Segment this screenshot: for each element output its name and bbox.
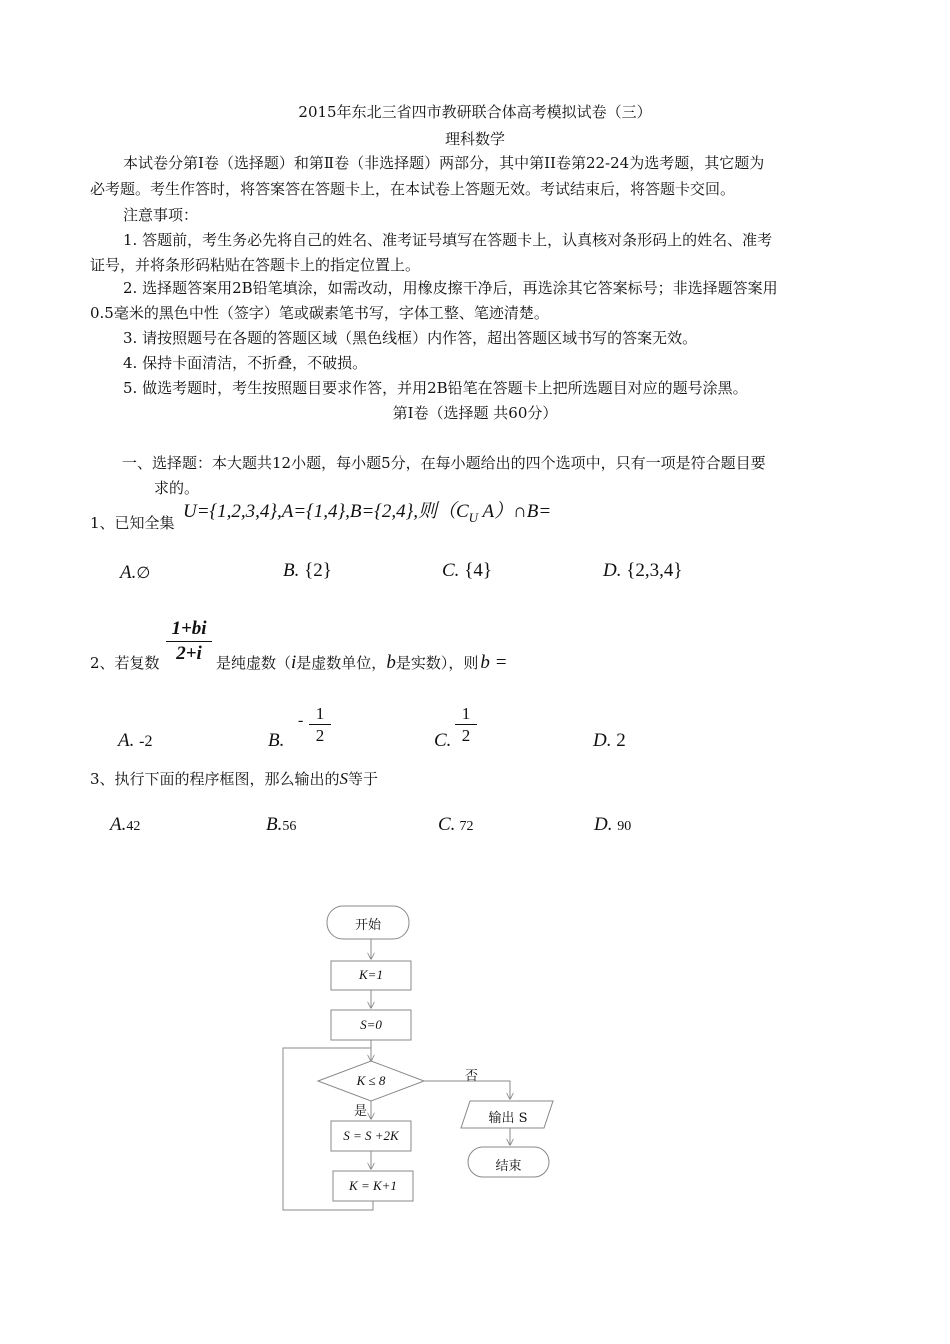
- q3-option-d: D. 90: [594, 814, 632, 835]
- q3-stem: 3、执行下面的程序框图，那么输出的S等于: [90, 769, 379, 788]
- frac-numerator: 1: [461, 704, 471, 723]
- q2-text: 是纯虚数（i是虚数单位，b是实数），则 b =: [216, 652, 508, 673]
- intro-line-2: 必考题。考生作答时，将答案答在答题卡上，在本试卷上答题无效。考试结束后，将答题卡交回。: [90, 180, 736, 198]
- flow-output-label: 输出 S: [488, 1111, 528, 1126]
- q1-option-a: A.∅: [120, 562, 151, 583]
- q1-prefix: 1、已知全集: [90, 514, 175, 532]
- q2-option-c-label: C.: [434, 730, 452, 751]
- q3-option-c: C. 72: [438, 814, 474, 835]
- section-title: 第Ⅰ卷（选择题 共60分）: [392, 404, 558, 422]
- q3-option-b: B.56: [266, 814, 297, 835]
- flow-no-label: 否: [465, 1069, 479, 1084]
- intro-line-1: 本试卷分第Ⅰ卷（选择题）和第Ⅱ卷（非选择题）两部分，其中第II卷第22-24为选考题，其它题为: [123, 154, 765, 172]
- frac-numerator: 1: [315, 704, 325, 723]
- flow-end-label: 结束: [495, 1159, 522, 1174]
- q1-option-d: D. {2,3,4}: [603, 560, 683, 581]
- note-item: 3. 请按照题号在各题的答题区域（黑色线框）内作答，超出答题区域书写的答案无效。: [123, 329, 698, 347]
- note-item: 2. 选择题答案用2B铅笔填涂，如需改动，用橡皮擦干净后，再选涂其它答案标号；非选择题答案用: [123, 279, 778, 297]
- note-item: 5. 做选考题时，考生按照题目要求作答，并用2B铅笔在答题卡上把所选题目对应的题号涂黑。: [123, 379, 748, 397]
- flow-init-s-label: S=0: [360, 1017, 382, 1032]
- note-item: 证号，并将条形码粘贴在答题卡上的指定位置上。: [90, 256, 421, 274]
- frac-denominator: 2: [309, 724, 331, 746]
- note-item: 0.5毫米的黑色中性（签字）笔或碳素笔书写，字体工整、笔迹清楚。: [90, 304, 549, 322]
- flow-condition-label: K ≤ 8: [356, 1073, 386, 1088]
- notes-heading: 注意事项：: [123, 206, 199, 224]
- q2-prefix: 2、若复数: [90, 654, 160, 672]
- q2-option-d: D. 2: [593, 730, 626, 751]
- q3-option-a: A.42: [110, 814, 141, 835]
- q1-option-b: B. {2}: [283, 560, 332, 581]
- paper-subtitle: 理科数学: [444, 130, 505, 148]
- flow-update-k-label: K = K+1: [349, 1178, 397, 1193]
- q2-denominator: 2+i: [166, 641, 212, 666]
- section-instruction-cont: 求的。: [154, 479, 200, 497]
- section-instruction: 一、选择题：本大题共12小题，每小题5分，在每小题给出的四个选项中，只有一项是符合题目要: [122, 454, 766, 472]
- q1-formula: U={1,2,3,4},A={1,4},B={2,4},则（$C_U$ A）∩B=: [183, 501, 552, 525]
- flow-init-k-label: K=1: [359, 967, 383, 982]
- q2-option-b-sign: -: [298, 712, 304, 729]
- q2-numerator: 1+bi: [171, 618, 207, 639]
- note-item: 4. 保持卡面清洁，不折叠，不破损。: [123, 354, 368, 372]
- flow-start-label: 开始: [354, 918, 381, 933]
- note-item: 1. 答题前，考生务必先将自己的姓名、准考证号填写在答题卡上，认真核对条形码上的姓名、准考: [123, 231, 773, 249]
- frac-denominator: 2: [455, 724, 477, 746]
- q2-option-b-label: B.: [268, 730, 285, 751]
- flow-yes-label: 是: [354, 1104, 368, 1119]
- q2-option-a: A. -2: [118, 730, 153, 751]
- q1-option-c: C. {4}: [442, 560, 492, 581]
- flow-update-s-label: S = S +2K: [343, 1128, 399, 1143]
- paper-title: 2015年东北三省四市教研联合体高考模拟试卷（三）: [298, 103, 652, 121]
